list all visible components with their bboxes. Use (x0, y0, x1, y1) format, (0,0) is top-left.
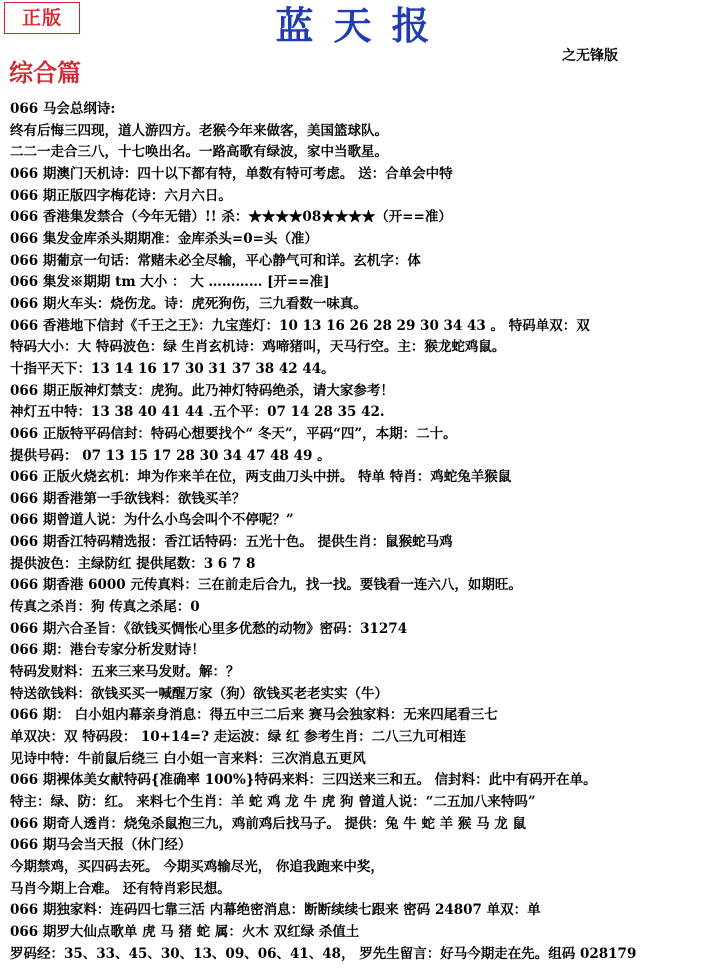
text-line: 特码发财料：五来三来马发财。解：？ (10, 664, 240, 681)
text-line: 神灯五中特：13 38 40 41 44 .五个平：07 14 28 35 42. (10, 404, 385, 421)
text-line: 终有后悔三四现，道人游四方。老猴今年来做客，美国篮球队。 (10, 122, 388, 139)
text-line: 066 期葡京一句话：常赌未必全尽输，平心静气可和详。玄机字：体 (10, 252, 421, 269)
genuine-edition-badge: 正版 (4, 2, 80, 34)
text-line: 066 期火车头：烧伤龙。诗：虎死狗伤，三九看数一味真。 (10, 295, 367, 312)
text-line: 罗码经：35、33、45、30、13、09、06、41、48， 罗先生留言：好马今期走在先。组码 028179 (10, 945, 637, 962)
text-line: 066 期澳门天机诗：四十以下都有特，单数有特可考虑。 送：合单会中特 (10, 165, 453, 182)
text-line: 传真之杀肖：狗 传真之杀尾：0 (10, 599, 200, 616)
text-line: 066 期香港第一手欲钱料：欲钱买羊？ (10, 490, 246, 507)
text-line: 066 香港地下信封《千王之王》：九宝莲灯：10 13 16 26 28 29 30 34 43 。 特码单双：双 (10, 317, 590, 334)
text-line: 马肖今期上合难。 还有特肖彩民想。 (10, 880, 231, 897)
text-line: 今期禁鸡，买四码去死。 今期买鸡输尽光， 你追我跑来中奖， (10, 858, 384, 875)
edition-label: 之无锋版 (562, 48, 618, 64)
text-line: 066 期六合圣旨：《欲钱买惆怅心里多优愁的动物》密码：31274 (10, 620, 408, 637)
text-line: 二二一走合三八，十七唤出名。一路高歌有绿波，家中当歌星。 (10, 144, 388, 161)
text-line: 066 香港集发禁合（今年无错）!! 杀：★★★★08★★★★（开==准） (10, 209, 452, 226)
text-line: 066 期裸体美女献特码{准确率 100%}特码来料：三四送来三和五。 信封料：此中有码开在单。 (10, 772, 597, 789)
text-line: 066 期香港 6000 元传真料：三在前走后合九，找一找。要钱看一连六八，如期旺。 (10, 577, 522, 594)
text-line: 066 集发※期期 tm 大小 ： 大 ………… [开==准] (10, 274, 330, 291)
text-line: 特送欲钱料：欲钱买买一喊醒万家（狗）欲钱买老老实实（牛） (10, 685, 388, 702)
text-line: 特码大小：大 特码波色：绿 生肖玄机诗：鸡啼猪叫，天马行空。主：猴龙蛇鸡鼠。 (10, 339, 506, 356)
text-line: 066 马会总纲诗: (10, 101, 116, 117)
text-line: 066 期：港台专家分析发财诗！ (10, 642, 205, 659)
text-line: 提供号码： 07 13 15 17 28 30 34 47 48 49 。 (10, 447, 331, 464)
text-line: 066 期正版四字梅花诗：六月六日。 (10, 187, 232, 204)
text-line: 066 集发金库杀头期期准：金库杀头=0=头（准） (10, 230, 318, 247)
text-line: 066 期罗大仙点歌单 虎 马 猪 蛇 属：火木 双红绿 杀值土 (10, 923, 360, 940)
text-line: 十指平天下：13 14 16 17 30 31 37 38 42 44。 (10, 360, 335, 377)
text-line: 见诗中特：牛前鼠后绕三 白小姐一言来料：三次消息五更风 (10, 750, 366, 767)
article-body (10, 99, 722, 965)
text-line: 066 正版火烧玄机：坤为作来羊在位，两支曲刀头中拼。 特单 特肖：鸡蛇兔羊猴鼠 (10, 469, 512, 486)
text-line: 066 期奇人透肖：烧兔杀鼠抱三九，鸡前鸡后找马子。 提供：兔 牛 蛇 羊 猴 马 龙 鼠 (10, 815, 526, 832)
page-title: 蓝天报 (275, 3, 450, 48)
text-line: 单双决：双 特码段： 10+14=? 走运波：绿 红 参考生肖：二八三九可相连 (10, 729, 467, 746)
text-line: 066 期马会当天报（休门经） (10, 837, 192, 854)
text-line: 提供波色：主绿防红 提供尾数：3 6 7 8 (10, 555, 256, 572)
text-line: 066 期曾道人说：为什么小鸟会叫个不停呢？” (10, 512, 294, 529)
section-title: 综合篇 (9, 58, 81, 87)
text-line: 066 期独家料：连码四七靠三活 内幕绝密消息：断断续续七跟来 密码 24807 单双：单 (10, 902, 541, 919)
text-line: 特主：绿、防：红。 来料七个生肖：羊 蛇 鸡 龙 牛 虎 狗 曾道人说：“二五加八来特吗” (10, 794, 536, 810)
text-line: 066 期香江特码精选报：香江话特码：五光十色。 提供生肖：鼠猴蛇马鸡 (10, 534, 453, 551)
text-line: 066 正版特平码信封：特码心想要找个“ 冬天”，平码“四”，本期：二十。 (10, 425, 457, 442)
text-line: 066 期正版神灯禁支：虎狗。此乃神灯特码绝杀，请大家参考！ (10, 382, 394, 399)
text-line: 066 期： 白小姐内幕亲身消息：得五中三二后来 赛马会独家料：无来四尾看三七 (10, 707, 498, 724)
